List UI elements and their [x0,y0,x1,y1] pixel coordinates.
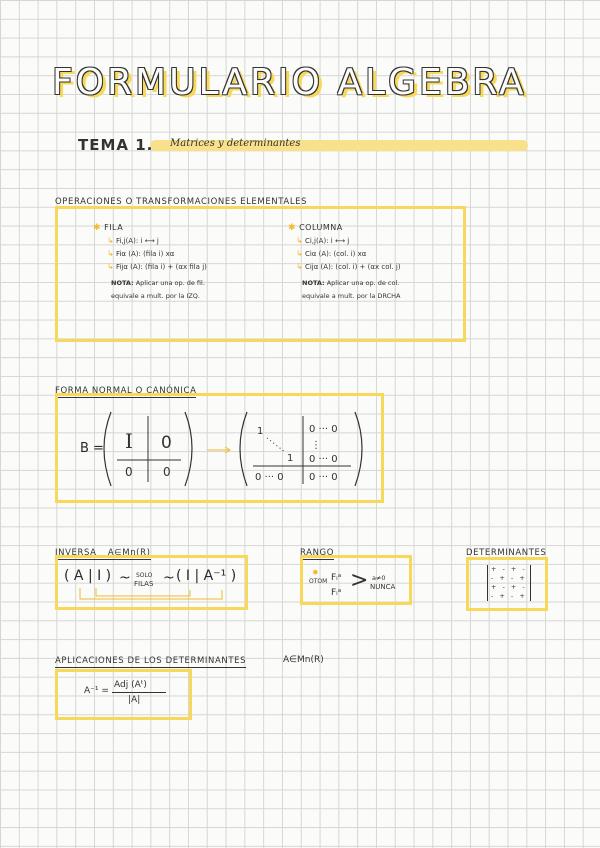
inversa-tilde-1: ~ [119,570,131,586]
fila-block [93,223,207,300]
right-bottom-right: 0 ··· 0 [309,472,338,483]
fila-rule-3: Fijα (A): (fila i) + (αx fila j) [115,263,207,271]
right-zero-top: 0 ··· 0 [309,424,338,435]
tema-subtitle: Matrices y determinantes [170,138,301,149]
columna-nota-l1: Aplicar una op. de col. [326,279,400,287]
det-row-1: + - + - [491,565,527,573]
arrow-icon: ↳ [107,249,114,258]
inversa-condition: A∈Mn(R) [107,548,151,558]
star-icon: ✱ [288,223,297,233]
left-block-tl: I [125,429,133,453]
fila-rule-1: Fi,j(A): i ⟷ j [115,237,159,245]
aplicaciones-box [55,669,192,720]
rango-small-label: OTOM [309,578,328,585]
inversa-filas: FILAS [134,580,154,588]
fila-nota-label: NOTA: [111,279,134,287]
fila-nota-l2: equivale a mult. por la IZQ. [111,292,200,300]
right-paren-icon [355,412,362,486]
det-row-4: - + - + [491,592,527,600]
det-row-2: - + - + [491,574,527,582]
left-block-bl: 0 [125,465,133,479]
inversa-right: ( I | A⁻¹ ) [176,568,237,584]
columna-nota-label: NOTA: [302,279,325,287]
arrow-icon: ↳ [296,262,303,271]
arrow-icon: ↳ [107,236,114,245]
columna-block [288,223,401,300]
fila-heading: FILA [104,223,124,232]
section-title-forma-normal: FORMA NORMAL O CANÓNICA [55,386,197,396]
arrow-icon [96,588,190,596]
columna-rule-1: Ci,j(A): i ⟷ j [304,237,350,245]
determinantes-grid [487,565,531,601]
fila-rule-2: Fiα (A): (fila i) xα [115,250,175,258]
inversa-title: INVERSA [55,548,97,558]
fila-nota-l1: Aplicar una op. de fil. [135,279,205,287]
section-title-aplicaciones: APLICACIONES DE LOS DETERMINANTES [55,656,247,666]
right-one-bottom: 1 [287,453,294,464]
left-paren-icon [240,412,247,486]
inversa-tilde-2: ~ [163,570,175,586]
aplicaciones-lhs: A⁻¹ = [84,686,109,696]
aplicaciones-condition: A∈Mn(R) [283,655,324,665]
det-row-3: + - + - [491,583,527,591]
diagonal-dots [267,438,285,452]
section-title-rango: RANGO [300,548,335,558]
arrow-icon: ↳ [296,236,303,245]
columna-heading: COLUMNA [299,223,343,232]
forma-lhs: B = [80,441,104,456]
columna-nota-l2: equivale a mult. por la DRCHA [302,292,401,300]
tema-label: TEMA 1. [78,136,154,154]
rango-greater-icon: > [350,568,369,593]
inversa-left: ( A | I ) [64,568,112,584]
rango-star-icon: ✸ [312,568,319,577]
right-bottom-left: 0 ··· 0 [255,472,284,483]
arrow-icon: ↳ [296,249,303,258]
fraction-bar [112,692,166,693]
right-paren-icon [185,412,192,486]
rango-cond-bottom: NUNCA [370,583,396,591]
right-one-top: 1 [257,426,264,437]
arrow-icon: ↳ [107,262,114,271]
left-block-tr: 0 [161,433,172,453]
right-vdots: ⋮ [311,440,321,451]
inversa-arrows [70,586,240,602]
section-title-determinantes: DETERMINANTES [466,548,547,558]
rango-f2: Fᵢᵃ [331,588,342,598]
left-block-br: 0 [163,465,171,479]
right-zero-mid: 0 ··· 0 [309,454,338,465]
rango-cond-top: a≠0 [372,574,386,582]
columna-rule-3: Cijα (A): (col. i) + (αx col. j) [304,263,401,271]
columna-rule-2: Ciα (A): (col. i) xα [304,250,367,258]
aplicaciones-denominator: |A| [128,695,141,705]
section-title-operaciones: OPERACIONES O TRANSFORMACIONES ELEMENTALES [55,197,308,207]
inversa-solo: SOLO [136,572,153,579]
left-paren-icon [104,412,111,486]
forma-normal-diagram [95,408,375,492]
star-icon: ✱ [93,223,102,233]
page-title: FORMULARIO ALGEBRA [52,62,527,103]
aplicaciones-numerator: Adj (Aᵗ) [114,680,147,690]
arrow-icon [80,588,222,599]
rango-f1: Fᵢᵃ [331,573,342,583]
